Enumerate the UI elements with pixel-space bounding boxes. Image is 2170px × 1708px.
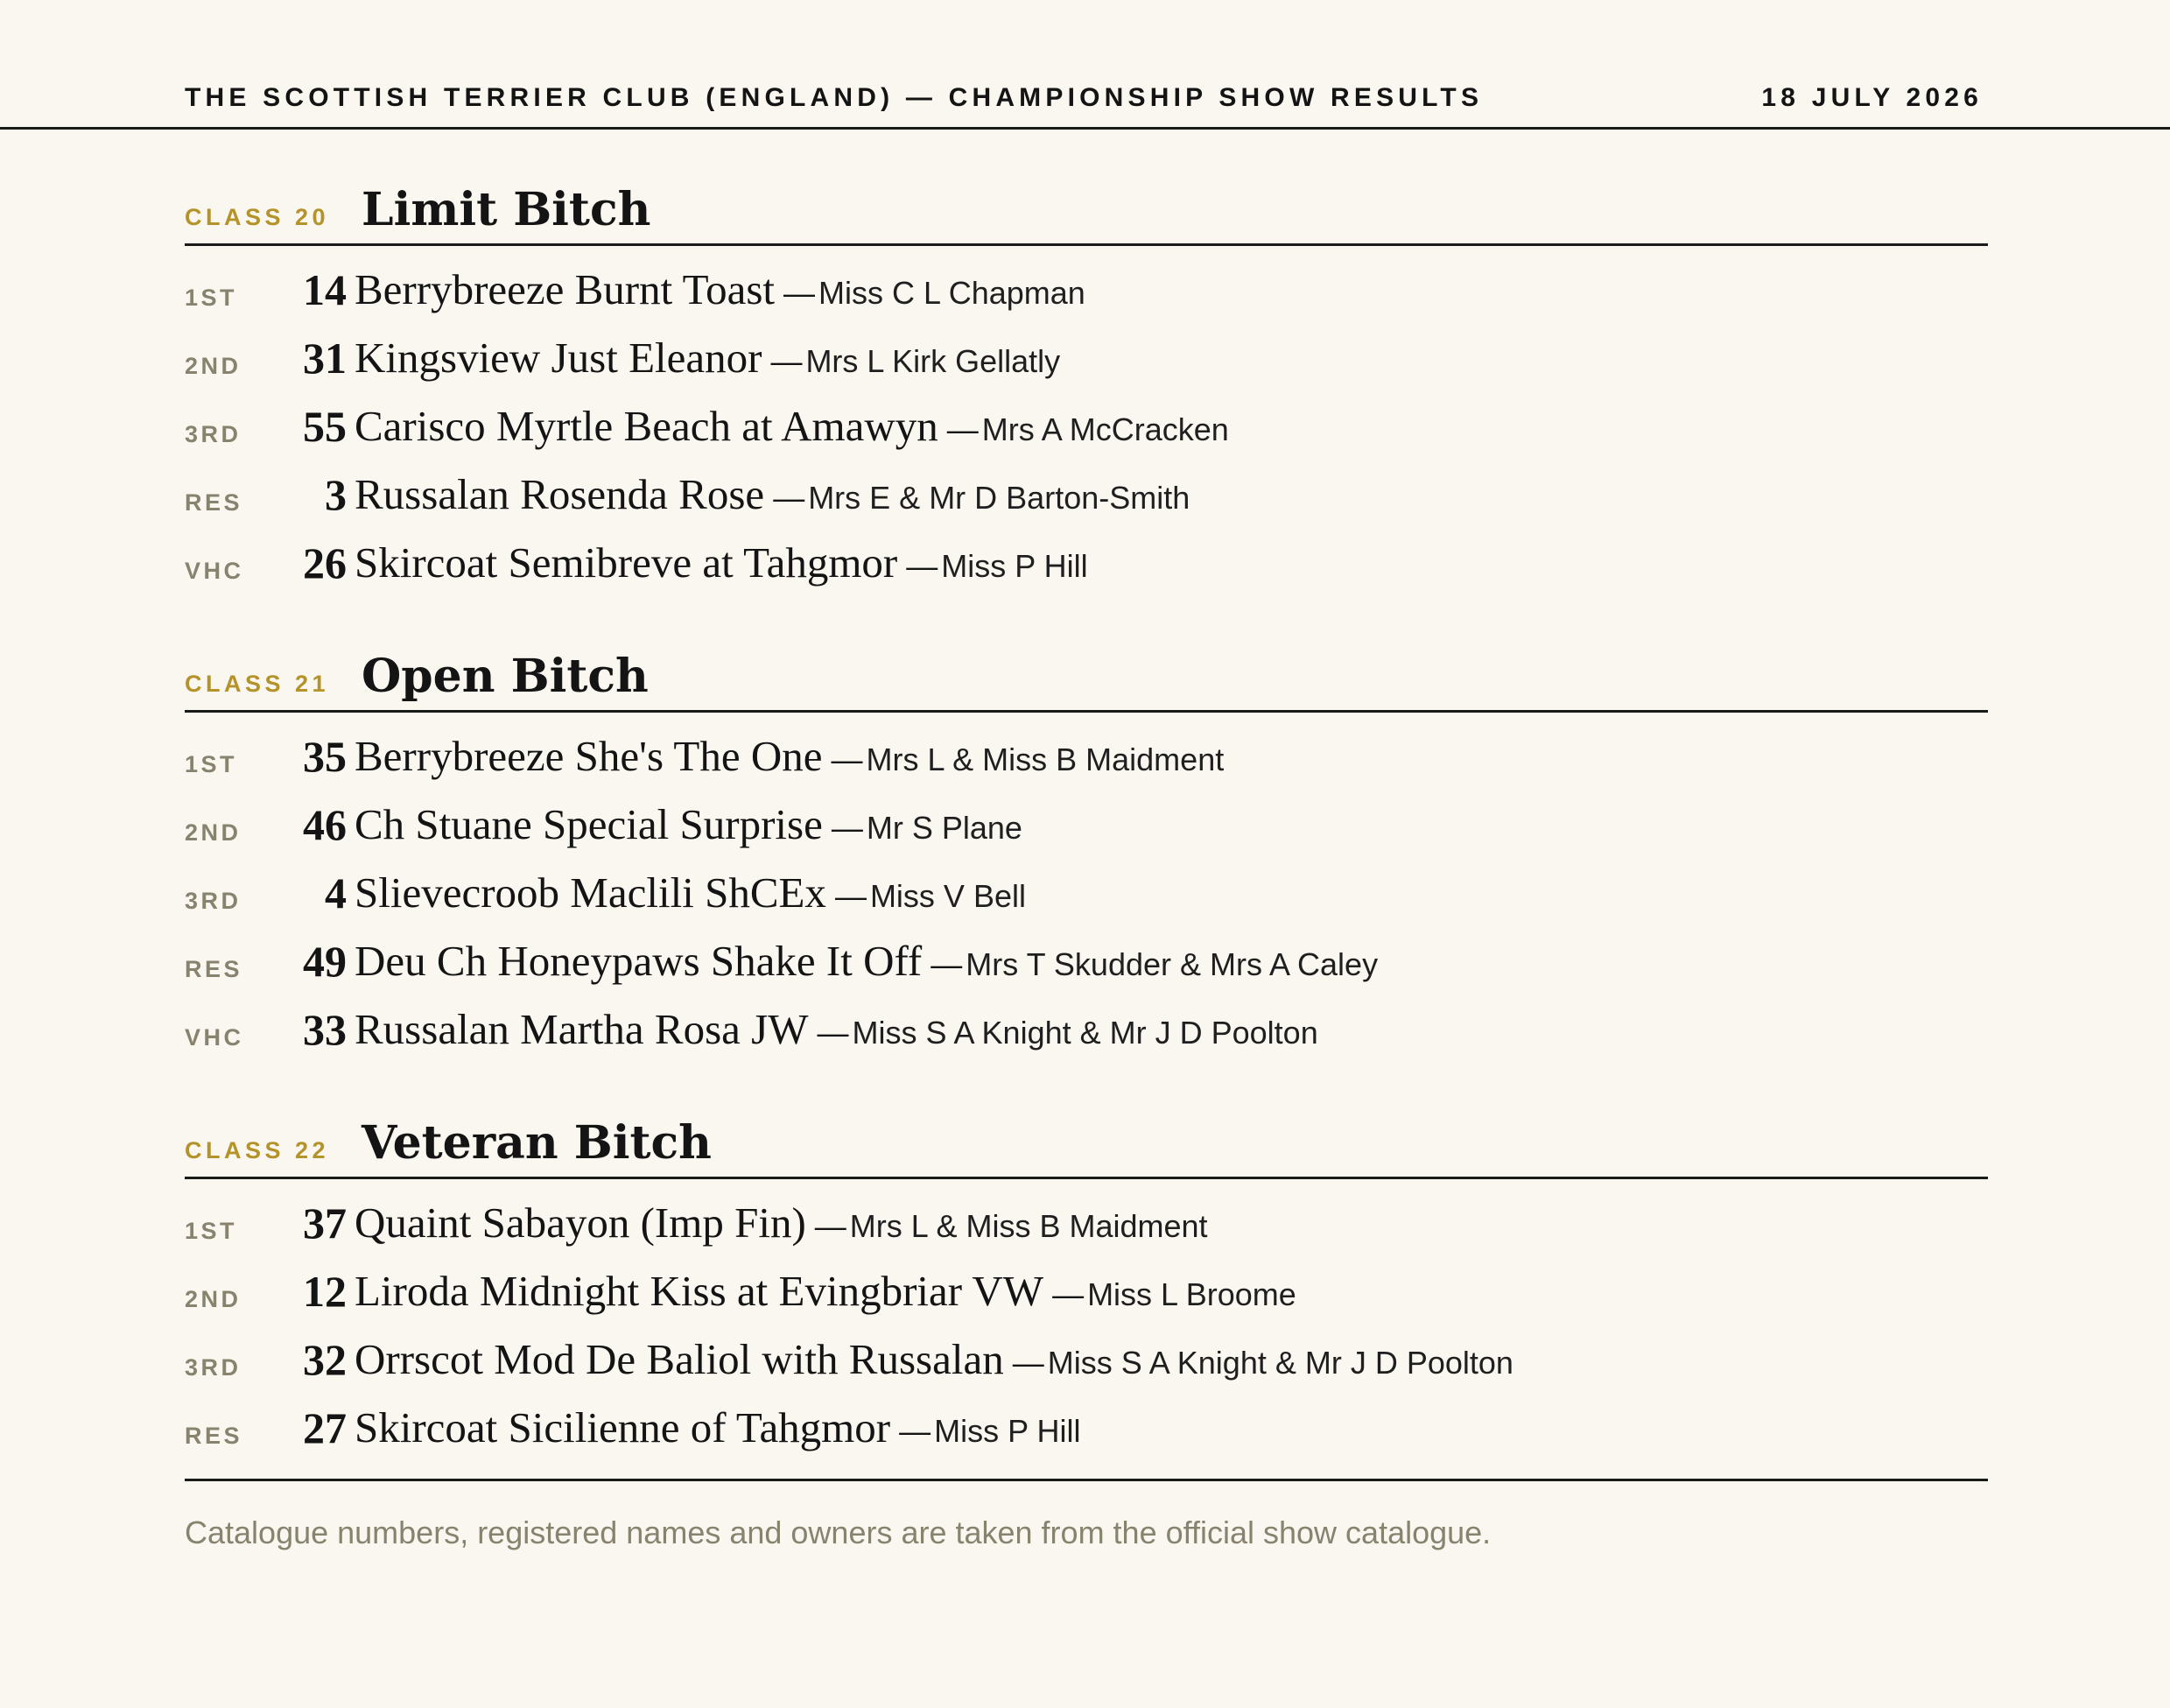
dog-name: Skircoat Semibreve at Tahgmor (355, 538, 898, 587)
page-header (0, 0, 2170, 130)
placing: 2ND (185, 1286, 242, 1312)
catalogue-number: 55 (303, 402, 347, 451)
separator: — (1012, 1345, 1044, 1381)
separator: — (946, 411, 979, 447)
placing: 1ST (185, 1218, 238, 1244)
catalogue-number: 33 (303, 1005, 347, 1054)
dog-name: Kingsview Just Eleanor (355, 334, 762, 382)
dog-name: Deu Ch Honeypaws Shake It Off (355, 937, 923, 985)
result-row (185, 1190, 1988, 1258)
dog-name: Ch Stuane Special Surprise (355, 800, 823, 848)
class-number: CLASS 22 (185, 1137, 330, 1163)
owner-name: Mrs E & Mr D Barton-Smith (808, 480, 1190, 516)
footer-divider (185, 1479, 1988, 1481)
placing: VHC (185, 1024, 244, 1051)
class-heading (185, 638, 1988, 713)
result-row (185, 1258, 1988, 1326)
results-list (185, 172, 1988, 1503)
separator: — (831, 810, 863, 846)
owner-name: Miss S A Knight & Mr J D Poolton (852, 1015, 1318, 1051)
class-heading (185, 1105, 1988, 1179)
catalogue-number: 4 (325, 868, 347, 917)
entry-list (185, 1179, 1988, 1463)
placing: RES (185, 489, 243, 516)
owner-name: Mrs A McCracken (981, 411, 1229, 447)
class-name: Veteran Bitch (362, 1116, 712, 1170)
placing: 1ST (185, 751, 238, 777)
owner-name: Miss P Hill (941, 548, 1088, 584)
result-row (185, 928, 1988, 996)
class-section (185, 1105, 1988, 1463)
class-heading (185, 172, 1988, 246)
separator: — (831, 742, 863, 777)
dog-name: Russalan Rosenda Rose (355, 470, 765, 518)
separator: — (906, 548, 938, 584)
separator: — (1052, 1276, 1085, 1312)
dog-name: Skircoat Sicilienne of Tahgmor (355, 1403, 891, 1451)
catalogue-number: 49 (303, 937, 347, 986)
placing: 1ST (185, 285, 238, 311)
class-name: Open Bitch (362, 650, 649, 703)
result-row (185, 393, 1988, 461)
placing: 2ND (185, 353, 242, 379)
result-row (185, 723, 1988, 791)
placing: RES (185, 956, 243, 982)
placing: 3RD (185, 888, 242, 914)
placing: VHC (185, 558, 244, 584)
catalogue-number: 3 (325, 470, 347, 519)
catalogue-number: 27 (303, 1403, 347, 1452)
owner-name: Miss V Bell (869, 878, 1026, 914)
catalogue-number: 14 (303, 265, 347, 314)
result-row (185, 996, 1988, 1065)
dog-name: Slievecroob Maclili ShCEx (355, 868, 826, 917)
class-number: CLASS 20 (185, 204, 330, 230)
dog-name: Quaint Sabayon (Imp Fin) (355, 1198, 806, 1247)
page-title: THE SCOTTISH TERRIER CLUB (ENGLAND) — CHAMPIONSHIP SHOW RESULTS (185, 83, 1484, 112)
owner-name: Mrs L & Miss B Maidment (849, 1208, 1208, 1244)
result-row (185, 530, 1988, 598)
result-row (185, 325, 1988, 393)
result-row (185, 860, 1988, 928)
separator: — (817, 1015, 849, 1051)
owner-name: Mrs L Kirk Gellatly (805, 343, 1061, 379)
catalogue-number: 35 (303, 732, 347, 781)
footer-note: Catalogue numbers, registered names and owners are taken from the official show catalogue. (185, 1515, 1492, 1550)
class-number: CLASS 21 (185, 671, 330, 697)
class-name: Limit Bitch (362, 183, 651, 236)
catalogue-number: 32 (303, 1335, 347, 1384)
catalogue-number: 46 (303, 800, 347, 849)
placing: RES (185, 1423, 243, 1449)
placing: 3RD (185, 1354, 242, 1381)
separator: — (931, 946, 963, 982)
catalogue-number: 12 (303, 1267, 347, 1316)
owner-name: Mrs T Skudder & Mrs A Caley (966, 946, 1379, 982)
separator: — (834, 878, 867, 914)
placing: 2ND (185, 819, 242, 846)
owner-name: Miss C L Chapman (818, 275, 1085, 311)
entry-list (185, 713, 1988, 1065)
separator: — (783, 275, 816, 311)
class-section (185, 638, 1988, 1065)
result-row (185, 257, 1988, 325)
owner-name: Miss P Hill (934, 1413, 1081, 1449)
separator: — (899, 1413, 931, 1449)
dog-name: Berrybreeze She's The One (355, 732, 823, 780)
result-row (185, 791, 1988, 860)
catalogue-number: 31 (303, 334, 347, 383)
separator: — (770, 343, 803, 379)
result-row (185, 1326, 1988, 1395)
owner-name: Mrs L & Miss B Maidment (866, 742, 1225, 777)
dog-name: Orrscot Mod De Baliol with Russalan (355, 1335, 1004, 1383)
dog-name: Carisco Myrtle Beach at Amawyn (355, 402, 938, 450)
separator: — (814, 1208, 846, 1244)
owner-name: Mr S Plane (866, 810, 1022, 846)
show-date: 18 JULY 2026 (1761, 83, 1983, 112)
owner-name: Miss S A Knight & Mr J D Poolton (1047, 1345, 1513, 1381)
class-section (185, 172, 1988, 598)
placing: 3RD (185, 421, 242, 447)
catalogue-number: 37 (303, 1198, 347, 1248)
entry-list (185, 246, 1988, 598)
dog-name: Liroda Midnight Kiss at Evingbriar VW (355, 1267, 1044, 1315)
dog-name: Berrybreeze Burnt Toast (355, 265, 776, 313)
separator: — (773, 480, 805, 516)
catalogue-number: 26 (303, 538, 347, 587)
dog-name: Russalan Martha Rosa JW (355, 1005, 809, 1053)
result-row (185, 461, 1988, 530)
owner-name: Miss L Broome (1087, 1276, 1296, 1312)
result-row (185, 1395, 1988, 1463)
